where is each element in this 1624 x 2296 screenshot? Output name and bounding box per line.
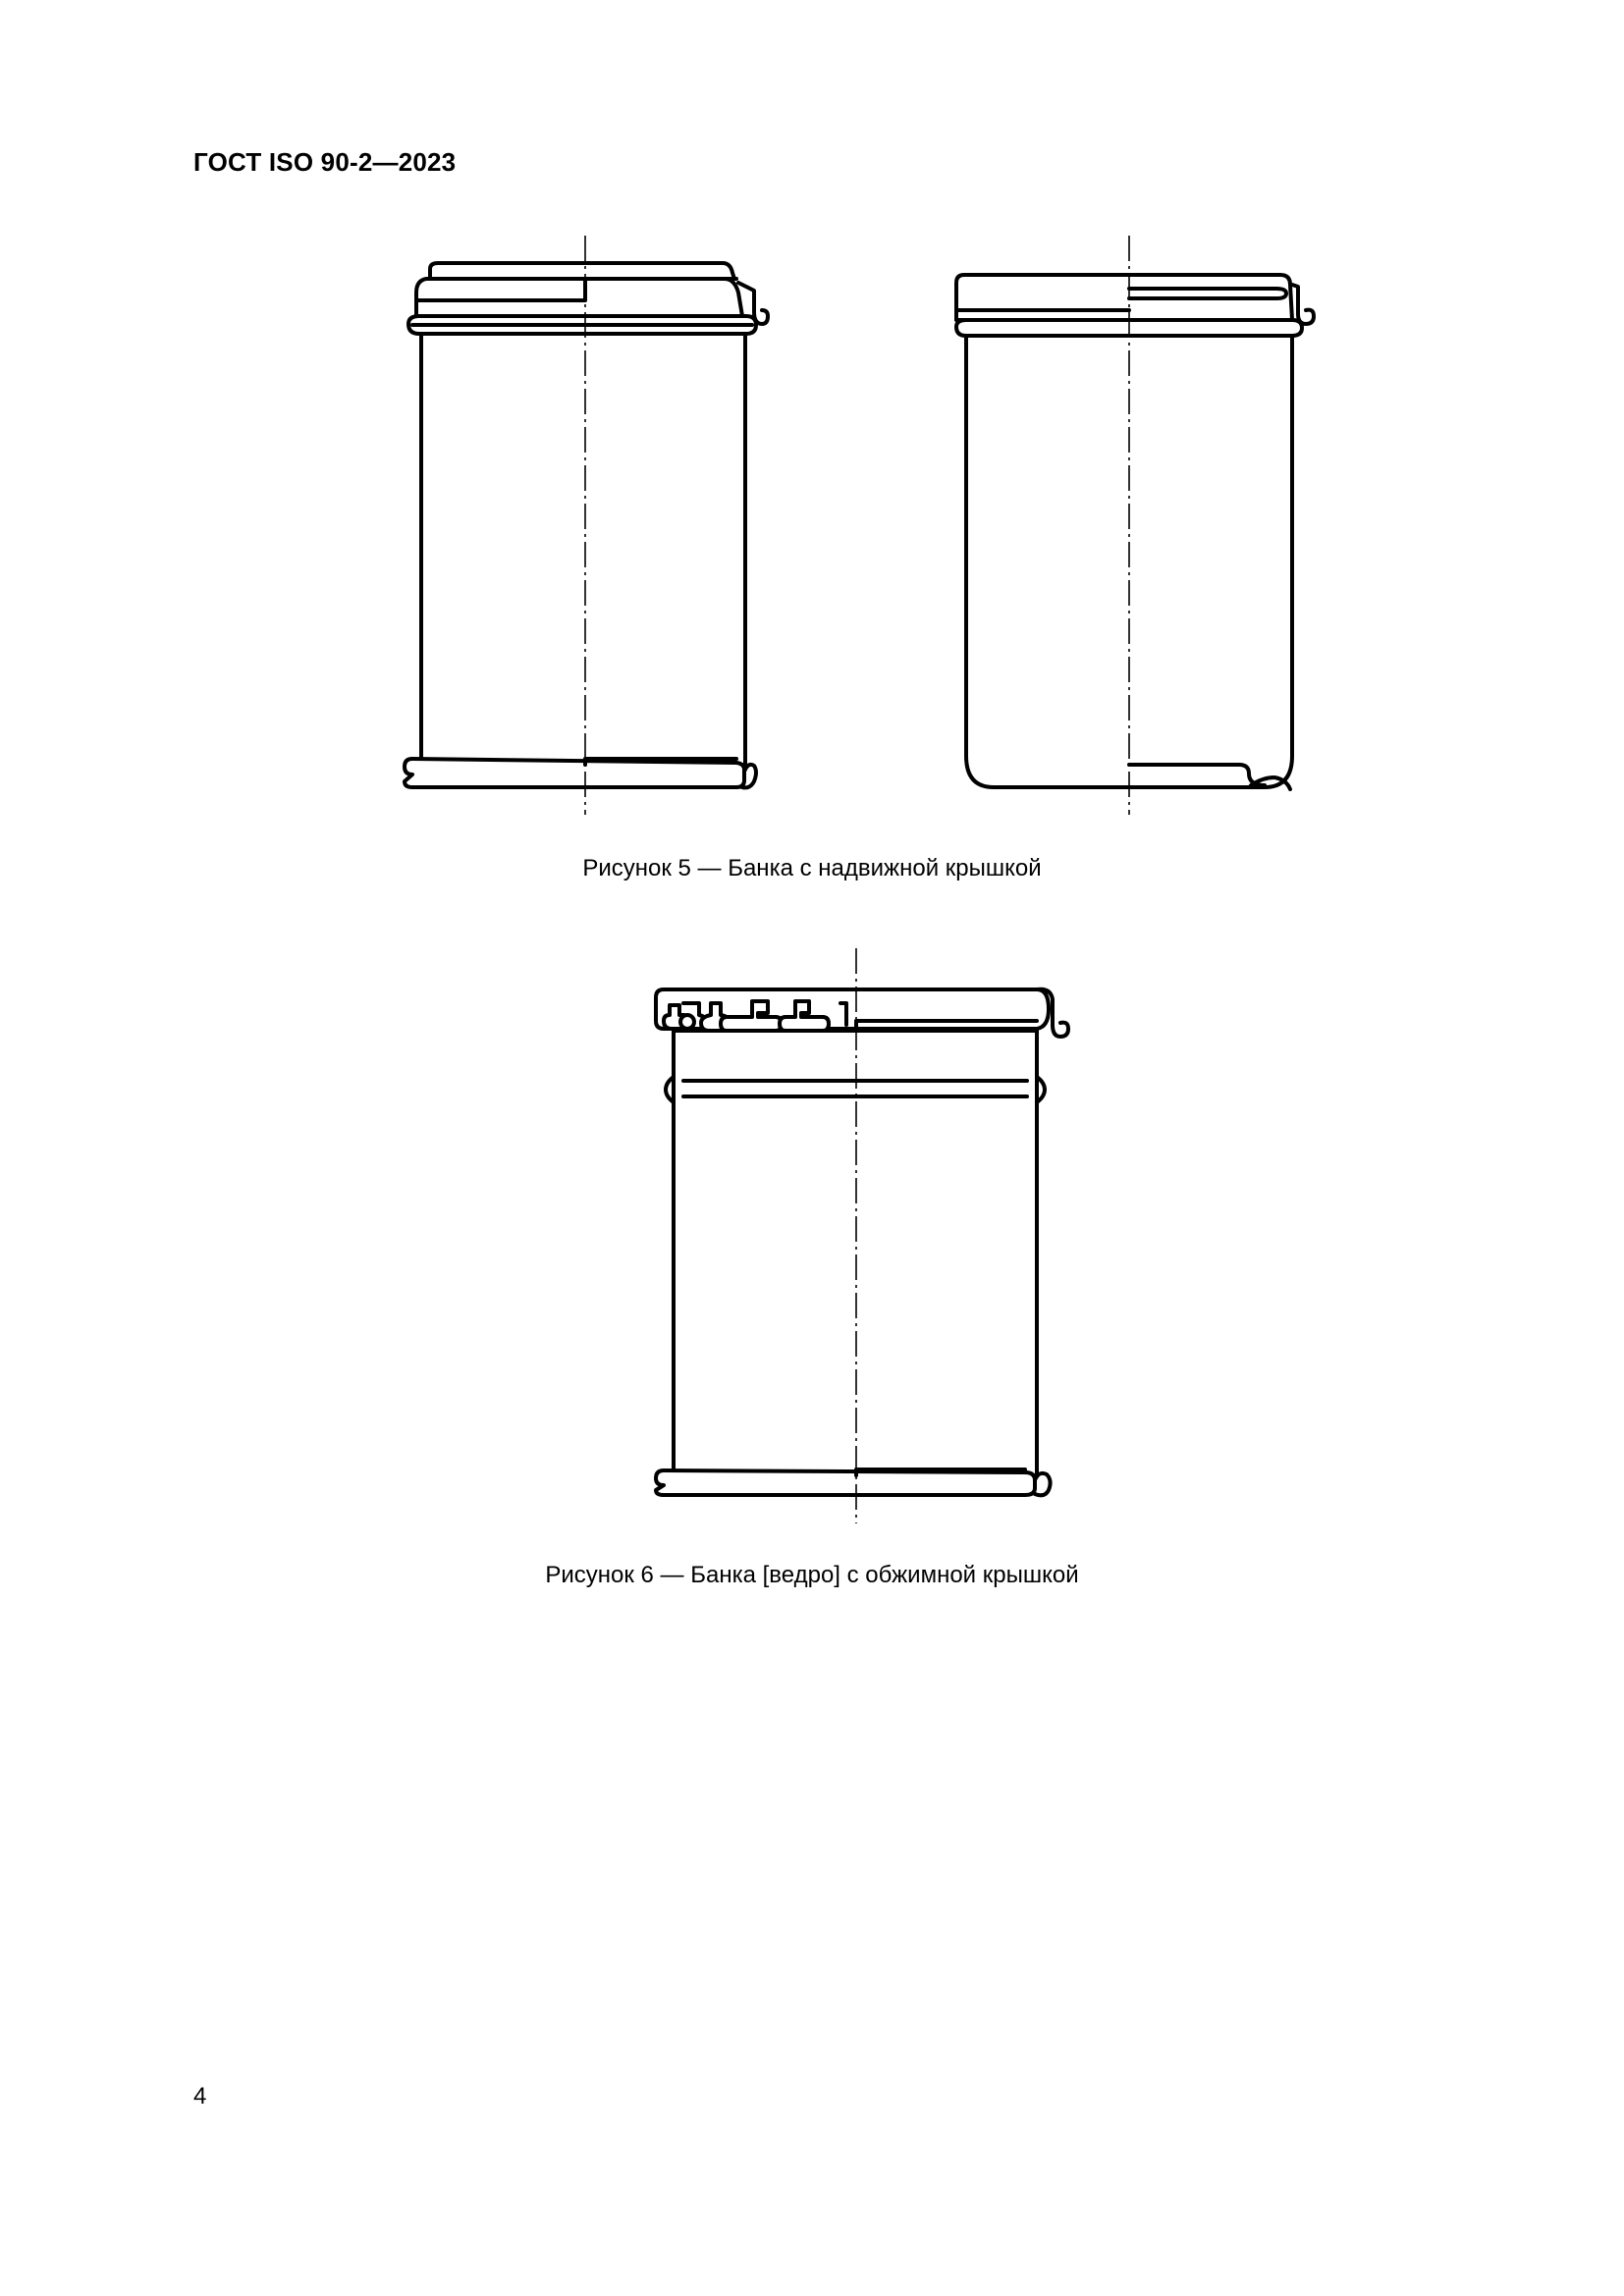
- document-header: ГОСТ ISO 90-2—2023: [193, 147, 457, 177]
- can-drawing-slip-lid-rounded-bottom: [933, 231, 1326, 820]
- slip-lid-curl: [1292, 285, 1314, 324]
- can-bottom-rim: [405, 759, 744, 787]
- can-body: [421, 332, 745, 765]
- slip-lid-top: [430, 263, 734, 279]
- slip-lid: [416, 279, 742, 316]
- page-number: 4: [193, 2083, 207, 2109]
- figure-5-caption: Рисунок 5 — Банка с надвижной крышкой: [582, 855, 1042, 881]
- can-bottom-rim: [656, 1470, 1035, 1495]
- figure-6-caption: Рисунок 6 — Банка [ведро] с обжимной крышкой: [545, 1562, 1079, 1588]
- bottom-seam-curl: [1035, 1473, 1051, 1495]
- can-drawing-slip-lid-flat-bottom: [393, 231, 785, 820]
- can-drawing-crimped-lid-pail: [638, 942, 1080, 1531]
